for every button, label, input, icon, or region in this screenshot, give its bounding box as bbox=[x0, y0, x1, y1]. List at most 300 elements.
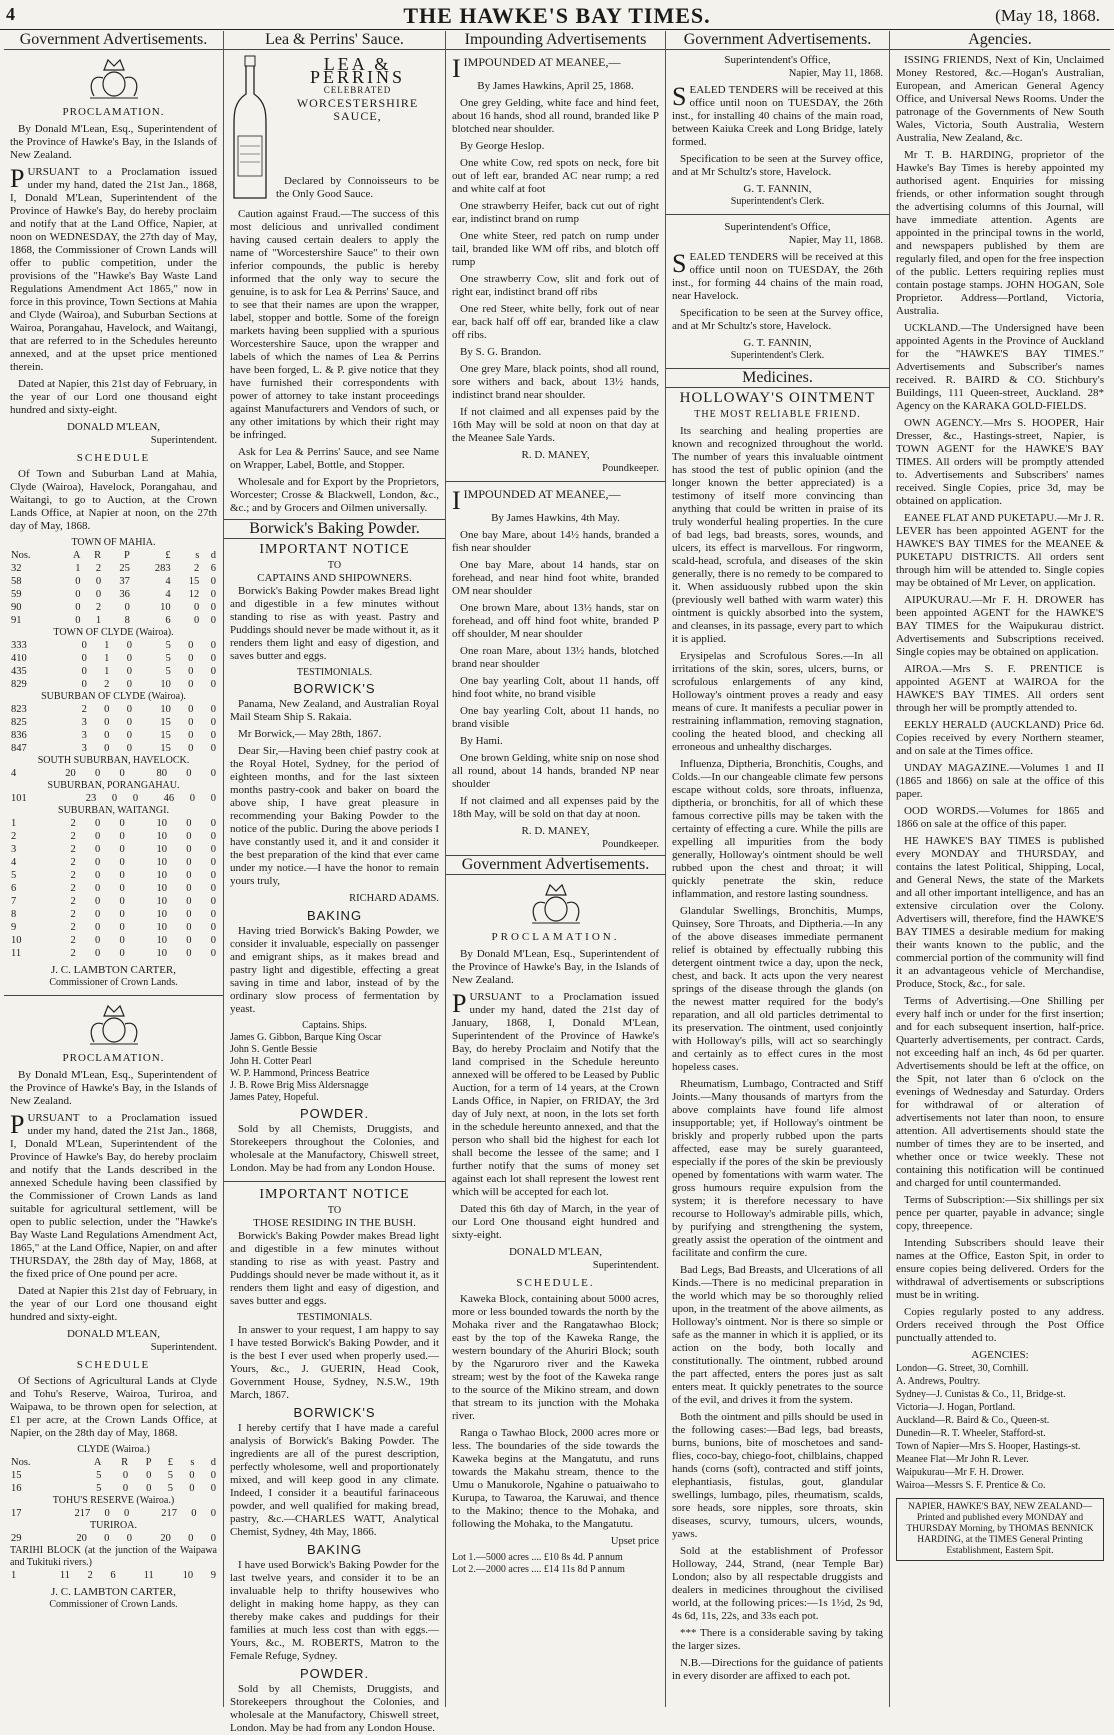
issue-date: (May 18, 1868. bbox=[995, 6, 1100, 25]
schedule-title: SCHEDULE bbox=[76, 1359, 151, 1371]
table-cell: 0 bbox=[122, 1483, 129, 1494]
table-cell: 2 bbox=[81, 704, 87, 715]
table-cell: 36 bbox=[119, 589, 130, 600]
table-cell: 0 bbox=[126, 730, 132, 741]
table-cell: 0 bbox=[94, 844, 101, 855]
table-cell: 15 bbox=[160, 743, 171, 754]
section-title: SUBURBAN, WAITANGI. bbox=[58, 805, 169, 816]
agent-entry: Wairoa—Messrs S. F. Prentice & Co. bbox=[896, 1480, 1046, 1491]
table-row bbox=[10, 1469, 217, 1482]
table-cell: 0 bbox=[124, 602, 130, 613]
table-cell: 10 bbox=[160, 679, 171, 690]
table-cell: 10 bbox=[156, 909, 167, 920]
lots-list bbox=[452, 1552, 659, 1576]
table-cell: 4 bbox=[165, 589, 171, 600]
table-cell: 5 bbox=[165, 666, 171, 677]
impound-entry: One strawberry Cow, slit and fork out of right ear, indistinct brand off ribs bbox=[452, 273, 659, 298]
column-header: A bbox=[72, 550, 81, 561]
table-cell: 0 bbox=[119, 844, 125, 855]
column-header: £ bbox=[167, 1457, 173, 1468]
table-cell: 0 bbox=[94, 883, 101, 894]
table-cell: 8 bbox=[11, 909, 17, 920]
table-cell: 0 bbox=[210, 679, 216, 690]
notice-body: Borwick's Baking Powder makes Bread light and digestible in a few minutes without standing to rise as with yeast. Pastry and Puddings should never be made without it, as it renders them light and easy of digestion, and saves butter and eggs. bbox=[230, 585, 439, 662]
table-cell: ​5 bbox=[167, 1483, 173, 1494]
table-cell: 1 bbox=[11, 818, 17, 829]
agency-ad: AIROA.—Mrs S. F. PRENTICE is appointed AGENT at WAIROA for the HAWKE'S BAY TIMES. All orders sent through her will be promptly attended to. bbox=[896, 663, 1104, 714]
table-cell: 0 bbox=[94, 768, 101, 779]
column-header: s bbox=[195, 550, 200, 561]
table-cell: 6 bbox=[11, 883, 17, 894]
date-line: Napier, May 11, 1868. bbox=[788, 68, 883, 79]
column-header: d bbox=[210, 550, 216, 561]
table-cell: 11 bbox=[59, 1570, 70, 1581]
lea-declared: Declared by Connoisseurs to be the Only Good Sauce. bbox=[276, 175, 439, 200]
schedule-title: SCHEDULE. bbox=[516, 1277, 595, 1289]
signer-title: Superintendent's Clerk. bbox=[730, 350, 825, 361]
table-cell: 0 bbox=[210, 1508, 216, 1519]
impound-entry: By S. G. Brandon. bbox=[460, 346, 542, 358]
notice-title: IMPORTANT NOTICE bbox=[259, 1187, 410, 1202]
section-title: TOHU'S RESERVE (Wairoa.) bbox=[52, 1495, 175, 1506]
table-cell: 0 bbox=[186, 844, 192, 855]
section-title: TURIROA. bbox=[90, 1520, 137, 1531]
table-cell: 0 bbox=[188, 704, 194, 715]
date-line: Napier, May 11, 1868. bbox=[788, 235, 883, 246]
agency-ad: ISSING FRIENDS, Next of Kin, Unclaimed Money Restored, &c.—Hogan's Australian, European, and American General Agency Office, and Universal News Rooms. Under the patronage of the Governments of New South Wales, Victoria, South Australia, Western Australia, New Zealand, &c. bbox=[896, 54, 1104, 144]
ships-body: Having tried Borwick's Baking Powder, we consider it invaluable, especially on passenger and emigrant ships, as it makes bread and pastry light and digestible, effecting a great saving in time and labor, instead of by the ordinary slow process of fermentation by yeast. bbox=[230, 925, 439, 1015]
section-heading: Borwick's Baking Powder. bbox=[224, 519, 445, 539]
impound-by: By James Hawkins, 4th May. bbox=[491, 512, 620, 524]
lot-entry: Lot 1.—5000 acres .... £10 8s 4d. P annum bbox=[452, 1552, 623, 1563]
table-cell: 0 bbox=[210, 768, 216, 779]
agent-entry: Sydney—J. Cunistas & Co., 11, Bridge-st. bbox=[896, 1389, 1066, 1400]
notice-title: IMPORTANT NOTICE bbox=[259, 542, 410, 557]
table-cell: 9 bbox=[11, 922, 17, 933]
table-cell: 0 bbox=[81, 666, 87, 677]
column-header: R bbox=[94, 550, 102, 561]
table-cell: 0 bbox=[146, 1483, 152, 1494]
table-cell: 4 bbox=[165, 576, 171, 587]
table-cell: 0 bbox=[94, 857, 101, 868]
table-cell: 2 bbox=[70, 896, 76, 907]
table-cell: 0 bbox=[210, 793, 216, 804]
upset-price-heading: Upset price bbox=[610, 1536, 659, 1547]
lea-ask: Ask for Lea & Perrins' Sauce, and see Name on Wrapper, Label, Bottle, and Stopper. bbox=[230, 446, 439, 471]
table-cell: 1 bbox=[104, 666, 110, 677]
table-cell: 0 bbox=[188, 653, 194, 664]
land-table bbox=[10, 639, 217, 691]
table-cell: 5 bbox=[11, 870, 17, 881]
table-cell: 0 bbox=[81, 640, 87, 651]
section-title: CLYDE (Wairoa.) bbox=[77, 1444, 150, 1455]
signer-title: Superintendent's Clerk. bbox=[730, 196, 825, 207]
impound-by: By James Hawkins, April 25, 1868. bbox=[477, 80, 634, 92]
table-cell: 0 bbox=[94, 948, 101, 959]
panama-date: Mr Borwick,— May 28th, 1867. bbox=[238, 728, 382, 740]
agency-ad: Intending Subscribers should leave their names at the Office, Easton Spit, in order to ensure copies being delivered. Orders for the withdrawal of advertisements or subscriptions must be in writing. bbox=[896, 1237, 1104, 1301]
table-cell: 9 bbox=[210, 1570, 216, 1581]
holloway-paragraph: Erysipelas and Scrofulous Sores.—In all irritations of the skin, sores, ulcers, burns, or scrofulous enlargements of any kind, Holloway's ointment proves a ready and easy means of cure. It manifests a peculiar power in restraining inflammation, removing stagnation, cooling the heated blood, and checking all erroneous and unhealthy discharges. bbox=[672, 650, 883, 753]
proclamation-title: PROCLAMATION. bbox=[62, 106, 165, 118]
table-cell: 11 bbox=[11, 948, 22, 959]
divider bbox=[224, 1181, 445, 1182]
proclamation-issuer: By Donald M'Lean, Esq., Superintendent of the Province of Hawke's Bay, in the Islands of New Zealand. bbox=[452, 948, 659, 986]
impound-entry: One bay yearling Colt, about 11 hands, no brand visible bbox=[452, 705, 659, 730]
table-cell: 0 bbox=[94, 935, 101, 946]
agent-entry: Meanee Flat—Mr John R. Lever. bbox=[896, 1454, 1029, 1465]
column-header: P bbox=[124, 550, 130, 561]
table-cell: 0 bbox=[188, 666, 194, 677]
table-cell: 0 bbox=[210, 818, 216, 829]
table-row bbox=[10, 614, 217, 627]
table-cell: 0 bbox=[126, 717, 132, 728]
column-header: d bbox=[210, 1457, 216, 1468]
table-cell: 0 bbox=[126, 653, 132, 664]
table-cell: 15 bbox=[160, 730, 171, 741]
table-cell: 0 bbox=[189, 1483, 195, 1494]
table-row bbox=[10, 742, 217, 755]
signer-title: Poundkeeper. bbox=[602, 839, 659, 850]
agent-entry: Victoria—J. Hogan, Portland. bbox=[896, 1402, 1016, 1413]
table-cell: 0 bbox=[119, 935, 125, 946]
table-cell: 20 bbox=[160, 1533, 171, 1544]
table-cell: 10 bbox=[160, 704, 171, 715]
signer-name: DONALD M'LEAN, bbox=[508, 1246, 603, 1258]
table-row bbox=[10, 652, 217, 665]
table-cell: 0 bbox=[124, 1508, 130, 1519]
tender-body: SEALED TENDERS will be received at this office until noon on TUESDAY, the 26th inst., for installing 40 chains of the main road, between Kaiuka Creek and Long Bridge, lately formed. bbox=[672, 82, 883, 148]
impound-entry: One strawberry Heifer, back cut out of right ear, indistinct brand on rump bbox=[452, 200, 659, 225]
table-cell: 37 bbox=[119, 576, 130, 587]
table-cell: 0 bbox=[111, 793, 118, 804]
table-cell: 0 bbox=[210, 704, 216, 715]
table-cell: 0 bbox=[186, 922, 192, 933]
schedule-body: Kaweka Block, containing about 5000 acres, more or less bounded towards the north by the Mohaka river and the Rangatawhao Block; east by the top of the Kaweka Range, the western boundary of the Ahuriri Block; south by the Ngaruroro river and the Kaweka stream; west by the foot of the Kaweka range to the source of the Mikino stream, and down that stream to its junction with the Mohaka river. bbox=[452, 1293, 659, 1422]
table-cell: 10 bbox=[156, 818, 167, 829]
table-cell: 0 bbox=[119, 870, 125, 881]
table-cell: 0 bbox=[119, 831, 125, 842]
holloway-paragraph: Influenza, Diptheria, Bronchitis, Coughs, and Colds.—In our changeable climate few persons escape without colds, sore throats, influenza, diptheria, or bronchitis, for all of which these famous corrective pills may be taken with the certainty of effecting a cure. While the pills are expelling all impurities from the body generally, Holloway's ointment should be well rubbed upon the chest and throat; it will quickly penetrate the skin, reduce inflammation, and restore lasting soundness. bbox=[672, 758, 883, 900]
table-cell: 20 bbox=[76, 1533, 87, 1544]
holloway-paragraph: Sold at the establishment of Professor Holloway, 244, Strand, (near Temple Bar) London; also by all respectable druggists and dealers in medicines throughout the civilised world, at the following prices:—1s 1½d, 2s 9d, 4s 6d, 11s, 22s, and 33s each pot. bbox=[672, 1545, 883, 1622]
table-cell: 3 bbox=[11, 844, 17, 855]
table-row bbox=[10, 817, 217, 830]
table-cell: 3 bbox=[81, 717, 87, 728]
table-cell: 0 bbox=[94, 896, 101, 907]
schedule-title: SCHEDULE bbox=[76, 452, 151, 464]
table-cell: 32 bbox=[11, 563, 22, 574]
column-heading: Government Advertisements. bbox=[4, 31, 223, 50]
table-cell: 2 bbox=[70, 870, 76, 881]
impound-notice: If not claimed and all expenses paid by the 16th May will be sold at noon on that day at the Meanee Sale Yards. bbox=[452, 406, 659, 444]
signer-name: G. T. FANNIN, bbox=[743, 337, 812, 349]
table-cell: 410 bbox=[11, 653, 27, 664]
agency-ad: OWN AGENCY.—Mrs S. HOOPER, Hair Dresser, &c., Hastings-street, Napier, is TOWN AGENT for the HAWKE'S BAY TIMES. All orders will be promptly attended to. Advertisements and Subscribers' names received. Single Copies, price 3d, may be obtained on application. bbox=[896, 417, 1104, 507]
table-cell: 101 bbox=[11, 793, 27, 804]
agents-list bbox=[896, 1362, 1104, 1492]
divider bbox=[446, 481, 665, 482]
masthead bbox=[0, 0, 1114, 30]
table-cell: 2 bbox=[70, 948, 76, 959]
land-table bbox=[10, 549, 217, 627]
column-heading: Lea & Perrins' Sauce. bbox=[224, 31, 445, 50]
table-cell: 1 bbox=[104, 653, 110, 664]
table-cell: 1 bbox=[95, 615, 102, 626]
table-cell: 0 bbox=[119, 818, 125, 829]
table-cell: 58 bbox=[11, 576, 22, 587]
table-cell: 0 bbox=[188, 1533, 194, 1544]
table-cell: 0 bbox=[186, 857, 192, 868]
table-cell: 1 bbox=[104, 640, 110, 651]
table-cell: 0 bbox=[210, 883, 216, 894]
table-row bbox=[10, 934, 217, 947]
table-cell: 6 bbox=[210, 563, 216, 574]
table-cell: 0 bbox=[210, 909, 216, 920]
table-cell: 0 bbox=[94, 909, 101, 920]
column-lea-perrins-borwick bbox=[224, 31, 446, 1734]
ship-entry: John S. Gentle Bessie bbox=[230, 1044, 318, 1055]
table-cell: 0 bbox=[104, 1533, 110, 1544]
land-table bbox=[10, 1569, 217, 1582]
land-table bbox=[10, 1532, 217, 1545]
land-table bbox=[10, 767, 217, 780]
table-cell: 10 bbox=[156, 883, 167, 894]
column-header: A bbox=[93, 1457, 102, 1468]
table-row bbox=[10, 729, 217, 742]
holloway-title: HOLLOWAY'S OINTMENT bbox=[679, 390, 876, 406]
signer-name: J. C. LAMBTON CARTER, bbox=[50, 964, 177, 976]
impound-entry: By George Heslop. bbox=[460, 140, 545, 152]
table-row bbox=[10, 830, 217, 843]
royal-crest-icon bbox=[84, 1002, 144, 1048]
table-row bbox=[10, 588, 217, 601]
royal-crest-icon bbox=[526, 881, 586, 927]
table-cell: 20 bbox=[65, 768, 76, 779]
table-cell: 0 bbox=[75, 589, 81, 600]
agency-ad: OOD WORDS.—Volumes for 1865 and 1866 on sale at the office of this paper. bbox=[896, 805, 1104, 830]
table-cell: 2 bbox=[70, 818, 76, 829]
schedule-intro: Of Town and Suburban Land at Mahia, Clyde (Wairoa), Havelock, Porangahau, and Waitangi, to go to Auction, at the Crown Lands Office, at Napier at noon, on the 27th day of May, 1868. bbox=[10, 468, 217, 532]
table-row bbox=[10, 1482, 217, 1495]
proclamation-dated: Dated at Napier this 21st day of February, in the year of our Lord one thousand eight hundred and sixty-eight. bbox=[10, 1285, 217, 1323]
table-cell: 10 bbox=[160, 602, 171, 613]
signer-name: R. D. MANEY, bbox=[521, 449, 590, 461]
impound-entry: One grey Gelding, white face and hind feet, about 16 hands, shod all round, branded like P blotched near shoulder. bbox=[452, 97, 659, 135]
signer-title: Superintendent. bbox=[150, 435, 217, 446]
holloway-paragraph: Glandular Swellings, Bronchitis, Mumps, Quinsey, Sore Throats, and Diptheria.—In any of the above diseases immediate permanent relief is obtained by effectually rubbing this detergent ointment twice a day, upon the neck, chest, and back. It acts upon the very nearest springs of the disease through the glands (on the newest matter required for the body's reparation, and all old particles detrimental to its preservation. The ointment, used conjointly with Holloway's pills, will act so searchingly and certainly as to effect cures in the most hopeless cases. bbox=[672, 905, 883, 1073]
table-cell: 15 bbox=[11, 1470, 22, 1481]
table-cell: 2 bbox=[87, 1570, 93, 1581]
table-body-mahia bbox=[10, 562, 217, 627]
table-cell: 0 bbox=[126, 743, 132, 754]
table-cell: 0 bbox=[210, 1470, 216, 1481]
table-cell: 10 bbox=[182, 1570, 194, 1581]
column-header: s bbox=[190, 1457, 195, 1468]
table-cell: 5 bbox=[165, 640, 171, 651]
land-table bbox=[10, 703, 217, 755]
table-cell: 847 bbox=[11, 743, 27, 754]
table-cell: 435 bbox=[11, 666, 27, 677]
land-table bbox=[10, 1507, 217, 1520]
impound-entry: One bay Mare, about 14½ hands, branded a fish near shoulder bbox=[452, 529, 659, 554]
table-cell: 2 bbox=[70, 909, 76, 920]
table-cell: 0 bbox=[119, 909, 125, 920]
impound-entry: One red Steer, white belly, fork out of near ear, back half off off ear, branded like a claw off ribs. bbox=[452, 303, 659, 341]
table-cell: 0 bbox=[194, 602, 200, 613]
column-impounding bbox=[446, 31, 666, 1707]
agency-ad: UNDAY MAGAZINE.—Volumes 1 and II (1865 and 1866) on sale at the office of this paper. bbox=[896, 762, 1104, 800]
table-cell: 0 bbox=[104, 743, 110, 754]
table-cell: 0 bbox=[210, 1533, 216, 1544]
table-cell: 0 bbox=[210, 844, 216, 855]
table-cell: 0 bbox=[210, 666, 216, 677]
table-cell: 217 bbox=[161, 1508, 177, 1519]
table-cell: 15 bbox=[188, 576, 200, 587]
agent-entry: Auckland—R. Baird & Co., Queen-st. bbox=[896, 1415, 1050, 1426]
table-cell: 4 bbox=[11, 768, 17, 779]
table-cell: 0 bbox=[188, 730, 194, 741]
table-cell: 0 bbox=[186, 909, 192, 920]
table-cell: 0 bbox=[186, 768, 192, 779]
section-title: SOUTH SUBURBAN, HAVELOCK. bbox=[37, 755, 190, 766]
table-row bbox=[10, 703, 217, 716]
table-cell: 2 bbox=[70, 831, 76, 842]
ship-entry: J. B. Rowe Brig Miss Aldersnagge bbox=[230, 1080, 369, 1091]
table-cell: 0 bbox=[186, 831, 192, 842]
table-cell: 10 bbox=[156, 948, 167, 959]
table-cell: 2 bbox=[70, 844, 76, 855]
impound-title: IIMPOUNDED AT MEANEE,— bbox=[452, 486, 621, 515]
section-title: SUBURBAN OF CLYDE (Wairoa). bbox=[41, 691, 186, 702]
holloway-paragraph: N.B.—Directions for the guidance of patients in every disorder are affixed to each pot. bbox=[672, 1657, 883, 1682]
imprint: NAPIER, HAWKE'S BAY, NEW ZEALAND—Printed and published every MONDAY and THURSDAY Morning, by THOMAS BENNICK HARDING, at the TIMES General Printing Establishment, Eastern Spit. bbox=[896, 1498, 1104, 1561]
agent-entry: London—G. Street, 30, Cornhill. bbox=[896, 1363, 1029, 1374]
table-cell: 0 bbox=[132, 793, 139, 804]
table-row bbox=[10, 639, 217, 652]
table-cell: 0 bbox=[188, 640, 194, 651]
holloway-paragraph: Rheumatism, Lumbago, Contracted and Stiff Joints.—Many thousands of martyrs from the above complaints have found life almost insupportable; yet, if Holloway's ointment be briskly and properly rubbed upon the parts affected, ease may be surely guaranteed, especially if the pores of the skin be previously opened by fomentations with warm water. The gross humours require expulsion from the system; it is therefore necessary to have recourse to Holloway's admirable pills, which, by purifying and strengthening the system, greatly assist the operation of the ointment and facilitate and confirm the cure. bbox=[672, 1078, 883, 1259]
table-cell: 10 bbox=[156, 896, 167, 907]
table-cell: 0 bbox=[191, 1508, 197, 1519]
table-cell: 10 bbox=[156, 935, 167, 946]
signature: RICHARD ADAMS. bbox=[349, 893, 439, 904]
table-cell: 0 bbox=[104, 730, 110, 741]
table-cell: 0 bbox=[210, 935, 216, 946]
table-row bbox=[10, 869, 217, 882]
signer-title: Poundkeeper. bbox=[602, 463, 659, 474]
table-cell: 0 bbox=[81, 679, 87, 690]
table-cell: 217 bbox=[74, 1508, 91, 1519]
table-row bbox=[10, 895, 217, 908]
table-cell: 0 bbox=[119, 768, 125, 779]
table-row bbox=[10, 921, 217, 934]
column-heading: Impounding Advertisements bbox=[446, 31, 665, 50]
table-cell: 3 bbox=[81, 743, 87, 754]
ship-entry: James G. Gibbon, Barque King Oscar bbox=[230, 1032, 382, 1043]
table-cell: 836 bbox=[11, 730, 27, 741]
divider bbox=[4, 995, 223, 996]
table-cell: 2 bbox=[70, 883, 76, 894]
agent-entry: A. Andrews, Poultry. bbox=[896, 1376, 981, 1387]
table-cell: 23 bbox=[85, 793, 97, 804]
testimonials-heading: TESTIMONIALS. bbox=[296, 1312, 373, 1323]
table-cell: 0 bbox=[188, 743, 194, 754]
table-cell: 0 bbox=[119, 922, 125, 933]
impound-list bbox=[452, 97, 659, 402]
impound-notice: If not claimed and all expenses paid by the 18th May, will be sold on that day at noon. bbox=[452, 795, 659, 820]
table-cell: 2 bbox=[70, 857, 76, 868]
table-cell: 0 bbox=[194, 615, 200, 626]
borwick-title: BORWICK'S bbox=[293, 1405, 376, 1420]
table-cell: 0 bbox=[210, 870, 216, 881]
table-cell: 0 bbox=[188, 717, 194, 728]
column-header: Nos. bbox=[11, 1457, 31, 1468]
column-tenders-medicines bbox=[666, 31, 890, 1707]
table-cell: 3 bbox=[81, 730, 87, 741]
proclamation-issuer: By Donald M'Lean, Esq., Superintendent of the Province of Hawke's Bay, in the Islands of New Zealand. bbox=[10, 1069, 217, 1107]
impound-list bbox=[452, 529, 659, 791]
holloway-paragraph: *** There is a considerable saving by taking the larger sizes. bbox=[672, 1627, 883, 1652]
table-cell: 829 bbox=[11, 679, 27, 690]
table-cell: 10 bbox=[156, 831, 167, 842]
table-cell: 16 bbox=[11, 1483, 22, 1494]
table-cell: 0 bbox=[210, 922, 216, 933]
lea-celebrated: CELEBRATED bbox=[323, 85, 392, 95]
column-heading: Government Advertisements. bbox=[666, 31, 889, 50]
page-number: 4 bbox=[6, 4, 15, 24]
watt-body: I hereby certify that I have made a careful analysis of Borwick's Baking Powder. The ingredients are all of the purest description, perfectly wholesome, well and proportionately mixed, and will keep good in any climate. Indeed, I consider it a beautiful farinaceous powder, and well qualified for making bread, pastry, &c.—CHARLES WATT, Analytical Chemist, Sydney, 4th May, 1866. bbox=[230, 1422, 439, 1538]
table-cell: 0 bbox=[210, 717, 216, 728]
agency-ad: UCKLAND.—The Undersigned have been appointed Agents in the Province of Auckland for the "HAWKE'S BAY TIMES." Advertisements and Subscriber's names received. R. BAIRD & CO. Stichbury's Buildings, 111 Queen-street, Auckland. 28* Agency on the KARAKA GOLD-FIELDS. bbox=[896, 322, 1104, 412]
notice-subtitle: CAPTAINS AND SHIPOWNERS. bbox=[257, 572, 412, 584]
table-cell: 333 bbox=[11, 640, 27, 651]
table-cell: 25 bbox=[119, 563, 130, 574]
table-cell: 5 bbox=[165, 653, 171, 664]
notice-subtitle: THOSE RESIDING IN THE BUSH. bbox=[253, 1217, 416, 1229]
panama-body: Dear Sir,—Having been chief pastry cook at the Royal Hotel, Sydney, for the period of eighteen months, and for the last sixteen months pastry-cook and baker on board the above ship, I have great pleasure in recommending your Baking Powder to the notice of the public. During the above periods I have constantly used it, and it and consider it the best preparation of the kind that ever came under my notice.—I have the honor to remain yours truly, bbox=[230, 745, 439, 887]
proclamation-title: PROCLAMATION. bbox=[491, 931, 620, 943]
table-cell: 0 bbox=[186, 948, 192, 959]
holloway-paragraph: Its searching and healing properties are known and recognized throughout the world. The number of years this invaluable ointment has stood the test of public opinion (and the longer known the better appreciated) is a testimony of itself more convincing than anything that could be written in praise of its truly wonderful healing properties. In the cure of bad legs, bad breasts, sores, wounds, and ulcers, its effect is marvellous. For ringworm, scald-head, scrofula, and diseases of the skin generally, there is no remedy to be compared to it. When assiduously rubbed upon the skin (previously well bathed with warm water) this ointment is quickly absorbed into the system, and cleanses, in its passage, every part to which it is applied. bbox=[672, 425, 883, 645]
office-line: Superintendent's Office, bbox=[724, 54, 831, 66]
table-cell: 0 bbox=[210, 857, 216, 868]
table-cell: 0 bbox=[186, 870, 192, 881]
table-cell: 0 bbox=[186, 896, 192, 907]
table-cell: 10 bbox=[156, 870, 167, 881]
table-cell: 6 bbox=[110, 1570, 116, 1581]
guerin-body: In answer to your request, I am happy to say I have tested Borwick's Baking Powder, and it is the best I ever used when properly used.—Yours, &c., J. GUERIN, Head Cook, Government House, Sydney, N.S.W., 19th March, 1867. bbox=[230, 1324, 439, 1401]
table-cell: 6 bbox=[165, 615, 171, 626]
agency-ad: Terms of Advertising.—One Shilling per every half inch or under for the first insertion; and for each subsequent insertion, half-price. Quarterly advertisements, per contract. Cards, not exceeding half an inch, 4s 6d per quarter. Advertisements should be left at the office, on the Spit, not later than 6 o'clock on the evenings of Wednesday and Saturday. Orders for withdrawal of or alteration of advertisements not later than noon, to ensure attention. All advertisements should state the number of times they are to be inserted, and whether once or twice weekly. These not containing this notification will be continued and charged for until countermanded. bbox=[896, 995, 1104, 1189]
baking-title: BAKING bbox=[306, 1542, 363, 1557]
holloway-paragraph: Bad Legs, Bad Breasts, and Ulcerations of all Kinds.—There is no medicinal preparation in the world which may be so thoroughly relied upon, in the treatment of the above ailments, as Holloway's ointment. Nor is there so simple or safe as the manner in which it is applied, or its action on the body, both locally and constitutionally. The ointment, rubbed around the part affected, enters the pores just as salt enters meat. It quickly penetrates to the source of the evil, and drives it from the system. bbox=[672, 1264, 883, 1406]
agent-entry: Dunedin—R. T. Wheeler, Stafford-st. bbox=[896, 1428, 1046, 1439]
table-cell: 0 bbox=[119, 883, 125, 894]
table-cell: 12 bbox=[188, 589, 200, 600]
table-cell: 0 bbox=[189, 1470, 195, 1481]
impound-entry: One roan Mare, about 13½ hands, blotched brand near shoulder bbox=[452, 645, 659, 670]
table-row bbox=[10, 601, 217, 614]
column-government-1 bbox=[4, 31, 224, 1707]
proclamation-dated: Dated this 6th day of March, in the year of our Lord One thousand eight hundred and sixty-eight. bbox=[452, 1203, 659, 1241]
newspaper-title: THE HAWKE'S BAY TIMES. bbox=[403, 3, 711, 28]
signer-title: Superintendent. bbox=[592, 1260, 659, 1271]
table-cell: 0 bbox=[186, 818, 192, 829]
signer-title: Commissioner of Crown Lands. bbox=[49, 1599, 178, 1610]
table-cell: 825 bbox=[11, 717, 27, 728]
agency-ad: HE HAWKE'S BAY TIMES is published every MONDAY and THURSDAY, and contains the latest Political, Shipping, Local, and General News, the state of the Markets and all other important intelligence, and has an extensive circulation over the Colony. Advertisers will, therefore, find the HAWKE'S BAY TIMES a desirable medium for making their wants known to the public, and the commercial portion of the community will find it an advantageous vehicle of Merchandise, Produce, Stock, &c., for sale. bbox=[896, 835, 1104, 990]
